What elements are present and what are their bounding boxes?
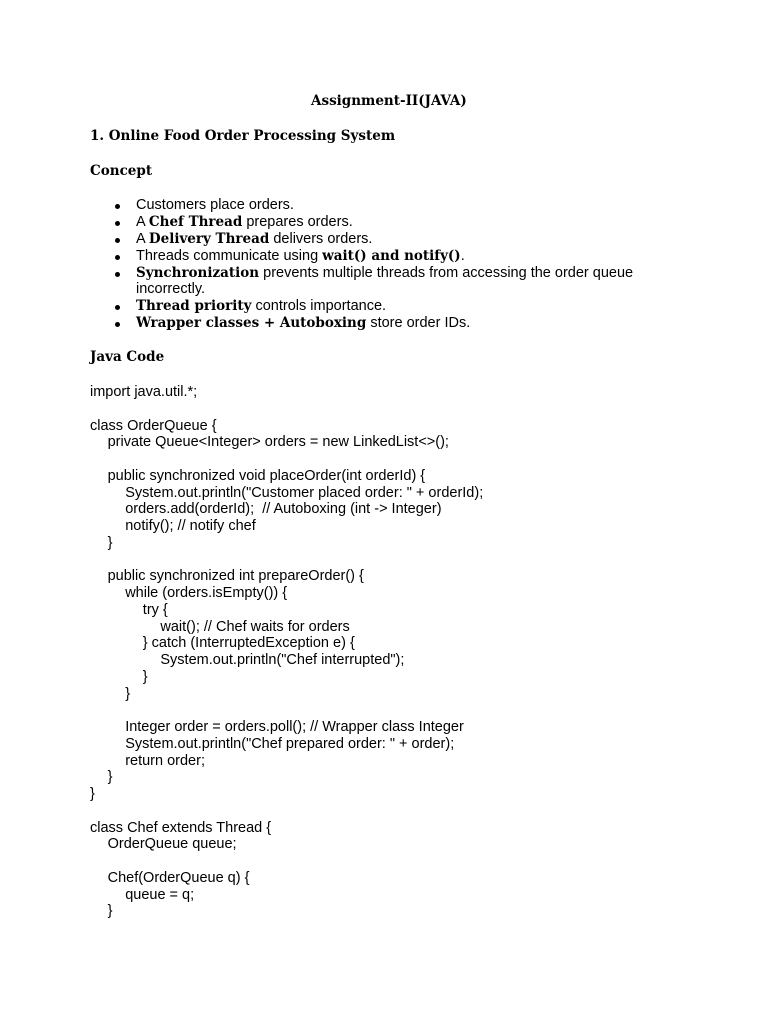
bullet-item [136,265,633,282]
code-line: notify(); // notify chef [125,518,256,534]
bullet-text: prevents multiple threads from accessing the order queue [259,265,634,281]
bullet-text: A [136,231,149,247]
code-line: OrderQueue queue; [107,836,237,853]
code-line: wait(); // Chef waits for orders [160,618,350,635]
bullet-item [136,298,386,315]
code-line: public synchronized void placeOrder(int orderId) { [107,467,426,484]
code-line: System.out.println("Chef prepared order: " + order); [125,735,455,752]
code-line: } [142,668,148,685]
bullet-dot [115,322,120,327]
bullet-dot [115,255,120,260]
bullet-continuation: incorrectly. [136,281,206,297]
code-line: while (orders.isEmpty()) { [125,585,288,601]
bullet-bold-text: Synchronization [136,265,260,281]
code-line: } [125,685,131,702]
code-line: } [107,769,113,786]
code-line: return order; [125,752,205,769]
bullet-text: controls importance. [251,298,387,314]
bullet-item [136,231,372,248]
code-line: import java.util.*; [90,384,198,400]
document-title: Assignment-II(JAVA) [311,93,467,109]
bullet-text: store order IDs. [366,315,471,331]
code-line: private Queue<Integer> orders = new LinkedList<>(); [107,434,449,451]
bullet-text: delivers orders. [269,231,373,247]
code-line: } catch (InterruptedException e) { [142,635,355,652]
bullet-dot [115,204,120,209]
concept-heading: Concept [90,163,153,179]
bullet-bold-text: Thread priority [136,298,252,314]
bullet-item [136,197,294,214]
code-line: System.out.println("Chef interrupted"); [160,652,405,668]
bullet-text: Customers place orders. [136,197,294,213]
code-line: try { [142,601,168,618]
bullet-dot [115,272,120,277]
code-line: System.out.println("Customer placed order: " + orderId); [125,484,484,501]
code-line: } [107,903,113,920]
bullet-item [136,248,465,265]
code-line: Chef(OrderQueue q) { [107,869,250,886]
code-line: public synchronized int prepareOrder() { [107,568,364,585]
bullet-bold-text: Wrapper classes + Autoboxing [136,315,367,331]
bullet-dot [115,305,120,310]
bullet-text: prepares orders. [242,214,353,230]
code-line: } [107,534,113,551]
bullet-bold-text: Chef Thread [148,214,243,230]
bullet-bold-text: Delivery Thread [148,231,270,247]
bullet-bold-text: wait() and notify() [322,248,461,264]
code-line: class Chef extends Thread { [90,819,272,836]
code-line: Integer order = orders.poll(); // Wrapper class Integer [125,719,464,735]
bullet-text: . [460,248,465,264]
bullet-item [136,315,470,332]
bullet-dot [115,238,120,243]
code-line: } [90,786,95,802]
section-heading: 1. Online Food Order Processing System [90,128,396,144]
code-line: orders.add(orderId); // Autoboxing (int -> Integer) [125,501,442,518]
bullet-dot [115,221,120,226]
bullet-item [136,214,353,231]
code-line: class OrderQueue { [90,417,217,434]
code-heading: Java Code [90,349,165,365]
bullet-text: A [136,214,149,230]
bullet-text: Threads communicate using [136,248,323,264]
code-line: queue = q; [125,886,195,903]
